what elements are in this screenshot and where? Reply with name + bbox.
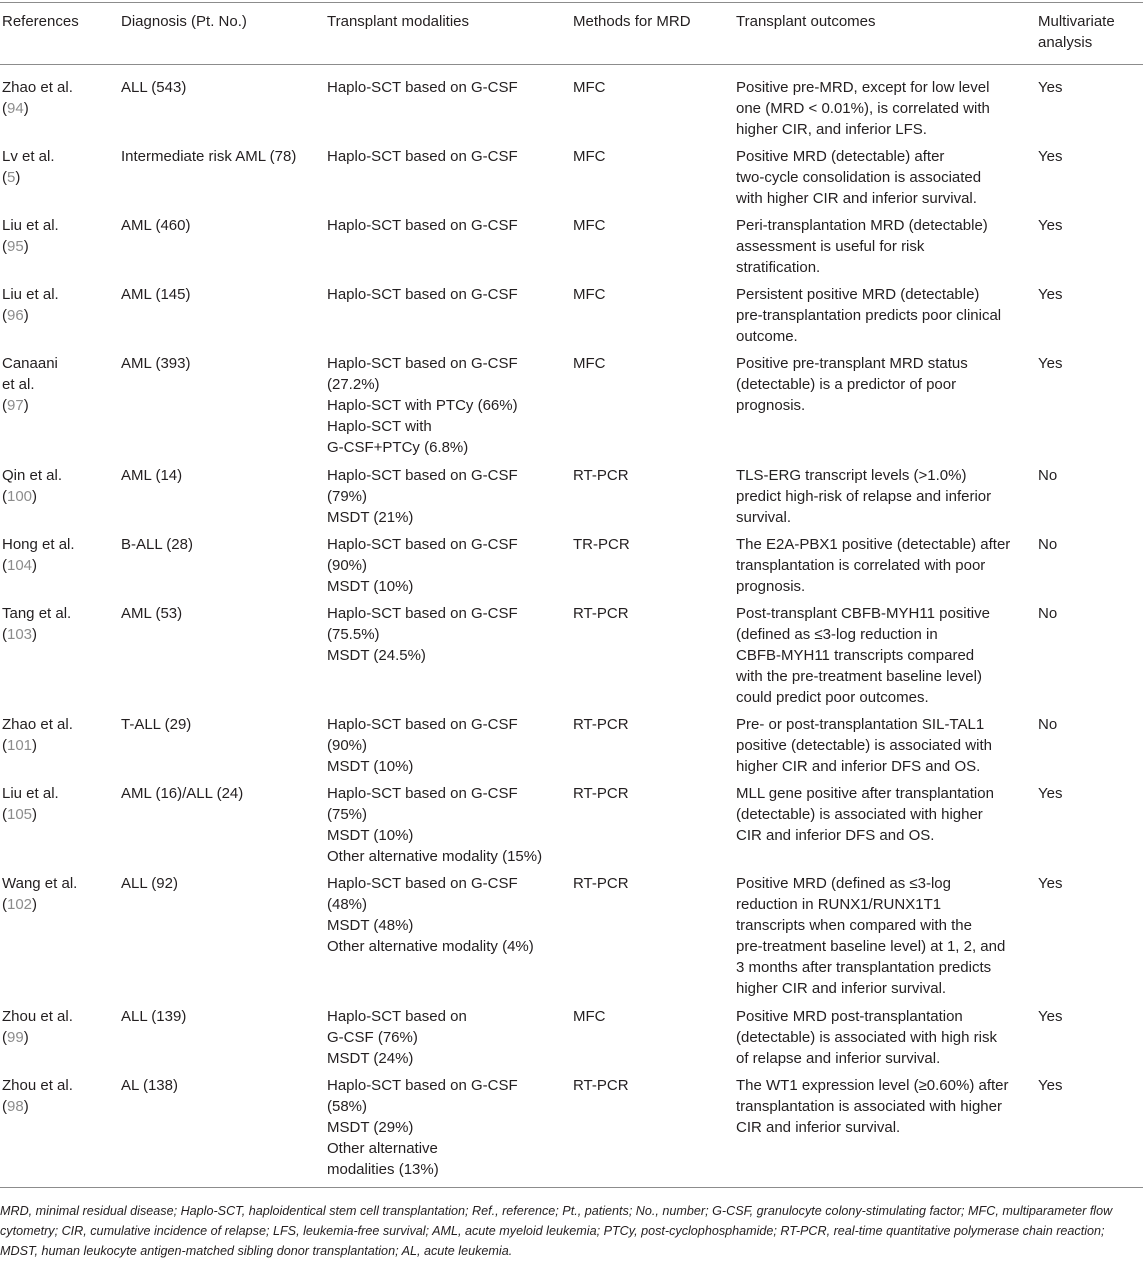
header-outcomes: Transplant outcomes: [736, 13, 876, 30]
modality-line: Haplo-SCT based on: [327, 1008, 467, 1025]
outcome-line: CBFB-MYH11 transcripts compared: [736, 647, 975, 664]
reference-author: [2, 534, 75, 555]
modality-line: (58%): [327, 1098, 368, 1115]
multivariate-cell: No: [1038, 716, 1058, 733]
outcome-line: predict high-risk of relapse and inferior: [736, 488, 992, 505]
reference-number: (99): [2, 1029, 29, 1046]
outcome-line: TLS-ERG transcript levels (>1.0%): [736, 467, 967, 484]
method-cell: RT-PCR: [573, 467, 629, 484]
reference-number: (105): [2, 806, 38, 823]
diagnosis-cell: B-ALL (28): [121, 536, 193, 553]
outcome-line: The WT1 expression level (≥0.60%) after: [736, 1077, 1009, 1094]
modality-line: G-CSF+PTCy (6.8%): [327, 439, 469, 456]
reference-author-text: Liu et al.: [2, 785, 59, 802]
outcome-line: with higher CIR and inferior survival.: [736, 190, 977, 207]
multivariate-cell: Yes: [1038, 785, 1063, 802]
outcome-line: stratification.: [736, 259, 821, 276]
modality-line: MSDT (21%): [327, 509, 414, 526]
reference-link[interactable]: 95: [7, 238, 24, 255]
method-cell: MFC: [573, 148, 606, 165]
reference-author: [2, 146, 55, 167]
outcome-line: Positive MRD (defined as ≤3-log: [736, 875, 951, 892]
modality-line: (27.2%): [327, 376, 380, 393]
modality-line: Haplo-SCT with: [327, 418, 432, 435]
reference-number: (97): [2, 397, 29, 414]
outcome-line: transplantation is associated with higher: [736, 1098, 1002, 1115]
outcome-line: Positive pre-transplant MRD status: [736, 355, 968, 372]
outcome-line: Positive MRD (detectable) after: [736, 148, 945, 165]
modality-line: (79%): [327, 488, 368, 505]
diagnosis-cell: ALL (139): [121, 1008, 187, 1025]
outcome-line: CIR and inferior survival.: [736, 1119, 901, 1136]
modality-line: MSDT (29%): [327, 1119, 414, 1136]
outcome-line: higher CIR, and inferior LFS.: [736, 121, 927, 138]
reference-author: [2, 284, 59, 305]
outcome-line: (detectable) is associated with higher: [736, 806, 983, 823]
modality-line: MSDT (24%): [327, 1050, 414, 1067]
reference-number: (101): [2, 737, 38, 754]
diagnosis-cell: AML (393): [121, 355, 191, 372]
outcome-line: one (MRD < 0.01%), is correlated with: [736, 100, 990, 117]
reference-number: (102): [2, 896, 38, 913]
reference-author-text: Qin et al.: [2, 467, 63, 484]
outcome-line: (detectable) is a predictor of poor: [736, 376, 957, 393]
reference-author-text: Zhou et al.: [2, 1077, 73, 1094]
modality-line: MSDT (10%): [327, 758, 414, 775]
outcome-line: Pre- or post-transplantation SIL-TAL1: [736, 716, 985, 733]
diagnosis-cell: AML (460): [121, 217, 191, 234]
multivariate-cell: No: [1038, 536, 1058, 553]
reference-link[interactable]: 104: [7, 557, 33, 574]
outcome-line: positive (detectable) is associated with: [736, 737, 992, 754]
reference-number: (100): [2, 488, 38, 505]
outcome-line: The E2A-PBX1 positive (detectable) after: [736, 536, 1011, 553]
reference-number: (5): [2, 169, 21, 186]
reference-author: [2, 783, 59, 804]
method-cell: RT-PCR: [573, 716, 629, 733]
outcome-line: higher CIR and inferior DFS and OS.: [736, 758, 981, 775]
method-cell: MFC: [573, 355, 606, 372]
header-references: References: [2, 13, 79, 30]
method-cell: MFC: [573, 217, 606, 234]
outcome-line: of relapse and inferior survival.: [736, 1050, 941, 1067]
outcome-line: pre-treatment baseline level) at 1, 2, and: [736, 938, 1006, 955]
header-multivariate-line2: analysis: [1038, 34, 1093, 51]
reference-author: [2, 1075, 73, 1096]
diagnosis-cell: Intermediate risk AML (78): [121, 148, 297, 165]
method-cell: MFC: [573, 286, 606, 303]
reference-author-text: Liu et al.: [2, 217, 59, 234]
reference-author: Canaani: [2, 355, 58, 372]
reference-link[interactable]: 102: [7, 896, 33, 913]
outcome-line: outcome.: [736, 328, 798, 345]
outcome-line: pre-transplantation predicts poor clinical: [736, 307, 1002, 324]
bottom-rule: [0, 1187, 1143, 1188]
reference-author-text: et al.: [2, 376, 35, 393]
diagnosis-cell: ALL (543): [121, 79, 187, 96]
reference-link[interactable]: 103: [7, 626, 33, 643]
multivariate-cell: Yes: [1038, 217, 1063, 234]
diagnosis-cell: ALL (92): [121, 875, 178, 892]
outcome-line: Post-transplant CBFB-MYH11 positive: [736, 605, 990, 622]
reference-link[interactable]: 101: [7, 737, 33, 754]
outcome-line: survival.: [736, 509, 792, 526]
multivariate-cell: Yes: [1038, 1008, 1063, 1025]
outcome-line: assessment is useful for risk: [736, 238, 925, 255]
header-methods: Methods for MRD: [573, 13, 691, 30]
reference-link[interactable]: 100: [7, 488, 33, 505]
modality-line: Other alternative modality (15%): [327, 848, 543, 865]
reference-author: [2, 1006, 73, 1027]
modality-line: MSDT (10%): [327, 578, 414, 595]
outcome-line: (defined as ≤3-log reduction in: [736, 626, 938, 643]
method-cell: MFC: [573, 1008, 606, 1025]
outcome-line: with the pre-treatment baseline level): [736, 668, 982, 685]
modality-line: Haplo-SCT based on G-CSF: [327, 536, 518, 553]
reference-author-text: Wang et al.: [2, 875, 78, 892]
multivariate-cell: No: [1038, 467, 1058, 484]
modality-line: Haplo-SCT based on G-CSF: [327, 286, 518, 303]
reference-author-text: Zhou et al.: [2, 1008, 73, 1025]
modality-line: MSDT (24.5%): [327, 647, 426, 664]
reference-link[interactable]: 98: [7, 1098, 24, 1115]
outcome-line: transplantation is correlated with poor: [736, 557, 986, 574]
outcome-line: Positive pre-MRD, except for low level: [736, 79, 990, 96]
diagnosis-cell: AML (53): [121, 605, 183, 622]
modality-line: Haplo-SCT based on G-CSF: [327, 148, 518, 165]
modality-line: (48%): [327, 896, 368, 913]
outcome-line: two-cycle consolidation is associated: [736, 169, 982, 186]
header-modalities: Transplant modalities: [327, 13, 470, 30]
outcome-line: CIR and inferior DFS and OS.: [736, 827, 935, 844]
reference-number: (96): [2, 307, 29, 324]
outcome-line: (detectable) is associated with high risk: [736, 1029, 997, 1046]
reference-author-text: Hong et al.: [2, 536, 75, 553]
modality-line: MSDT (48%): [327, 917, 414, 934]
reference-link[interactable]: 5: [7, 169, 16, 186]
multivariate-cell: Yes: [1038, 1077, 1063, 1094]
reference-number: (103): [2, 626, 38, 643]
reference-link[interactable]: 105: [7, 806, 33, 823]
reference-author-text: Liu et al.: [2, 286, 59, 303]
modality-line: Haplo-SCT based on G-CSF: [327, 467, 518, 484]
diagnosis-cell: AL (138): [121, 1077, 178, 1094]
outcome-line: higher CIR and inferior survival.: [736, 980, 947, 997]
modality-line: Other alternative: [327, 1140, 438, 1157]
modality-line: Haplo-SCT based on G-CSF: [327, 217, 518, 234]
multivariate-cell: No: [1038, 605, 1058, 622]
reference-author-text: Tang et al.: [2, 605, 72, 622]
outcome-line: prognosis.: [736, 397, 806, 414]
modality-line: (90%): [327, 737, 368, 754]
modality-line: G-CSF (76%): [327, 1029, 418, 1046]
multivariate-cell: Yes: [1038, 355, 1063, 372]
modality-line: modalities (13%): [327, 1161, 439, 1178]
reference-author: [2, 465, 62, 486]
diagnosis-cell: AML (14): [121, 467, 183, 484]
header-multivariate: [1038, 11, 1115, 53]
outcome-line: Positive MRD post-transplantation: [736, 1008, 963, 1025]
modality-line: Other alternative modality (4%): [327, 938, 534, 955]
top-rule: [0, 2, 1143, 3]
method-cell: RT-PCR: [573, 1077, 629, 1094]
reference-number: (94): [2, 100, 29, 117]
multivariate-cell: Yes: [1038, 875, 1063, 892]
header-multivariate-line1: Multivariate: [1038, 13, 1115, 30]
reference-author-text: Zhao et al.: [2, 716, 73, 733]
diagnosis-cell: AML (16)/ALL (24): [121, 785, 244, 802]
outcome-line: reduction in RUNX1/RUNX1T1: [736, 896, 942, 913]
reference-link[interactable]: 97: [7, 397, 24, 414]
modality-line: Haplo-SCT based on G-CSF: [327, 1077, 518, 1094]
modality-line: Haplo-SCT based on G-CSF: [327, 785, 518, 802]
reference-link[interactable]: 99: [7, 1029, 24, 1046]
reference-number: (104): [2, 557, 38, 574]
reference-number: (98): [2, 1098, 29, 1115]
modality-line: (75.5%): [327, 626, 380, 643]
outcome-line: could predict poor outcomes.: [736, 689, 929, 706]
modality-line: Haplo-SCT based on G-CSF: [327, 605, 518, 622]
method-cell: RT-PCR: [573, 875, 629, 892]
modality-line: (75%): [327, 806, 368, 823]
outcome-line: Persistent positive MRD (detectable): [736, 286, 980, 303]
outcome-line: Peri-transplantation MRD (detectable): [736, 217, 988, 234]
reference-author: [2, 873, 77, 894]
reference-author: [2, 374, 35, 395]
header-diagnosis: Diagnosis (Pt. No.): [121, 13, 247, 30]
multivariate-cell: Yes: [1038, 286, 1063, 303]
multivariate-cell: Yes: [1038, 79, 1063, 96]
outcome-line: MLL gene positive after transplantation: [736, 785, 994, 802]
diagnosis-cell: T-ALL (29): [121, 716, 192, 733]
modality-line: Haplo-SCT based on G-CSF: [327, 875, 518, 892]
outcome-line: transcripts when compared with the: [736, 917, 972, 934]
table-footnote: MRD, minimal residual disease; Haplo-SCT, haploidentical stem cell transplantation; Ref., reference; Pt., patients; No., number; G-CSF, granulocyte colony-stimulating factor; MFC, multiparameter flow cytometry; CIR, cumulative incidence of relapse; LFS, leukemia-free survival; AML, acute myeloid leukemia; PTCy, post-cyclophosphamide; RT-PCR, real-time quantitative polymerase chain reaction; MDST, human leukocyte antigen-matched sibling donor transplantation; AL, acute leukemia.: [0, 1204, 1113, 1258]
header-rule: [0, 64, 1143, 65]
modality-line: Haplo-SCT based on G-CSF: [327, 79, 518, 96]
reference-link[interactable]: 96: [7, 307, 24, 324]
modality-line: MSDT (10%): [327, 827, 414, 844]
outcome-line: 3 months after transplantation predicts: [736, 959, 992, 976]
reference-author-text: Zhao et al.: [2, 79, 73, 96]
method-cell: RT-PCR: [573, 785, 629, 802]
modality-line: Haplo-SCT with PTCy (66%): [327, 397, 518, 414]
reference-author-text: Lv et al.: [2, 148, 55, 165]
reference-author: [2, 215, 59, 236]
modality-line: (90%): [327, 557, 368, 574]
method-cell: TR-PCR: [573, 536, 630, 553]
diagnosis-cell: AML (145): [121, 286, 191, 303]
modality-line: Haplo-SCT based on G-CSF: [327, 716, 518, 733]
modality-line: Haplo-SCT based on G-CSF: [327, 355, 518, 372]
reference-number: (95): [2, 238, 29, 255]
reference-link[interactable]: 94: [7, 100, 24, 117]
method-cell: MFC: [573, 79, 606, 96]
outcome-line: prognosis.: [736, 578, 806, 595]
method-cell: RT-PCR: [573, 605, 629, 622]
reference-author: [2, 603, 71, 624]
multivariate-cell: Yes: [1038, 148, 1063, 165]
reference-author: [2, 714, 73, 735]
reference-author: [2, 77, 73, 98]
